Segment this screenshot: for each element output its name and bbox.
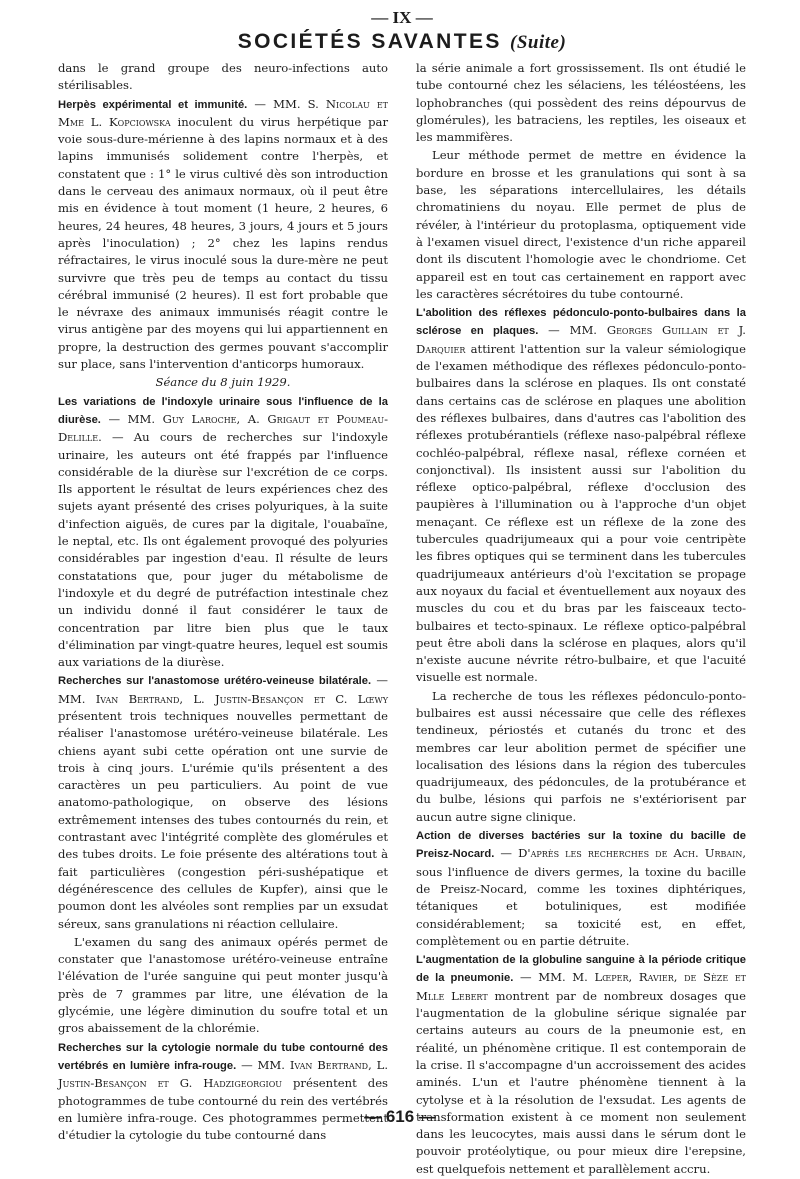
- article-body-continued: L'examen du sang des animaux opérés permet de constater que l'anastomose urétéro-veineuse entraîne l'élévation de l'urée sanguine qui peut monter jusqu'à près de 7 grammes par litre, une élévation de la glycémie, une légère diminution du soufre total et un gros abaissement de la chlorémie.: [58, 934, 388, 1036]
- article-body-continued: La recherche de tous les réflexes pédonculo-ponto-bulbaires est aussi nécessaire que celle des réflexes tendineux, périostés et cutanés du tronc et des membres car leur abolition permet de spécifier une localisation des lésions dans la région des tubercules quadrijumeaux, des pédoncules, de la protubérance et du bulbe, lésions qui parfois ne s'extériorisent par aucun autre signe clinique.: [416, 688, 746, 824]
- article-title: L'abolition des réflexes pédonculo-ponto-bulbaires dans la sclérose en plaques.: [416, 307, 746, 338]
- article-body: présentent trois techniques nouvelles permettant de réaliser l'anastomose urétéro-veineuse bilatérale. Les chiens ayant subi cette opération ont une survie de trois à cinq jours. L'urémie qu'ils présentent a des caractères un peu particuliers. Au point de vue anatomo-pathologique, on observe des lésions extrêmement intenses des tubes contournés du rein, et contrastant avec l'intégrité complète des glomérules et des tubes droits. Le foie présente des altérations tout à fait particulières (congestion péri-sushépatique et dégénérescence des cellules de Kupfer), ainsi que le poumon dont les alvéoles sont remplies par un exsudat séreux, sans granulations ni réaction cellulaire.: [58, 708, 388, 931]
- section-suite: (Suite): [510, 32, 567, 53]
- article-authors: — MM. Ivan Bertrand, L. Justin-Besançon et G. Hadzigeorgiou: [58, 1057, 388, 1091]
- article-title: L'augmentation de la globuline sanguine à la période critique de la pneumonie.: [416, 954, 746, 985]
- article-authors: — MM. Guy Laroche, A. Grigaut et Poumeau-Delille.: [58, 411, 388, 445]
- left-column: [58, 60, 388, 1179]
- article-title: Herpès expérimental et immunité.: [58, 98, 248, 111]
- section-title: SOCIÉTÉS SAVANTES: [237, 30, 502, 53]
- article-authors: — MM. M. Lœper, Ravier, de Sèze et Mlle Lebert: [416, 970, 747, 1003]
- article-title: Les variations de l'indoxyle urinaire sous l'influence de la diurèse.: [58, 395, 388, 426]
- article-body: inoculent du virus herpétique par voie sous-dure-mérienne à des lapins normaux et à des lapins immunisés solidement contre l'herpès, et constatent que : 1° le virus cultivé dès son introduction dans le cerveau des animaux normaux, où il peut être mis en évidence à tout moment (1 heure, 2 heures, 6 heures, 24 heures, 48 heures, 3 jours, 4 jours et 5 jours après l'inoculation) ; 2° chez les lapins rendus réfractaires, le virus inoculé sous la dure-mère ne peut survivre que très peu de temps au contact du tissu cérébral immunisé (2 heures). Il est fort probable que le névraxe des animaux immunisés réagit contre le virus antigène par des moyens qui lui appartiennent en propre, la destruction des germes pouvant s'accomplir sur place, sans l'intervention d'anticorps humoraux.: [58, 114, 389, 372]
- article-body: attirent l'attention sur la valeur sémiologique de l'examen méthodique des réflexes pédonculo-ponto-bulbaires dans la sclérose en plaques. Ils ont constaté dans certains cas de sclérose en plaques une abolition des réflexes bulbaires, dans d'autres cas l'abolition des réflexes protubérantiels (réflexe naso-palpébral réflexe cochléo-palpébral, réflexe nasal, réflexe cornéen et conjonctival). Ils insistent aussi sur l'abolition du réflexe optico-palpébral, réflexe d'occlusion des paupières à l'illumination ou à l'approche d'un objet menaçant. Ce réflexe est un réflexe de la zone des tubercules quadrijumeaux qui a pour voie centripète les fibres optiques qui se terminent dans les tubercules quadrijumeaux antérieurs d'où l'excitation se propage aux noyaux du facial et éventuellement aux noyaux des muscles du cou et du bras par les faisceaux tecto-bulbaires et tecto-spinaux. Le réflexe optico-palpébral peut être aboli dans la sclérose en plaques, alors qu'il n'existe aucune névrite rétro-bulbaire, et que l'acuité visuelle est normale.: [416, 341, 747, 685]
- article-title: Recherches sur la cytologie normale du tube contourné des vertébrés en lumière infra-rouge.: [58, 1041, 388, 1072]
- article-body: sous l'influence de divers germes, la toxine du bacille de Preisz-Nocard, comme les toxines diphtériques, tétaniques et botuliniques, est modifiée considérablement; sa toxicité est, en effet, complètement ou en partie détruite.: [416, 864, 746, 948]
- text-columns: [58, 60, 746, 1179]
- article-body: — Au cours de recherches sur l'indoxyle urinaire, les auteurs ont été frappés par l'influence considérable de la diurèse sur l'excrétion de ce corps. Ils apportent le résultat de leurs expériences chez des sujets ayant présenté des crises polyuriques, à la suite d'infection aiguës, de cures par la digitale, l'ouabaïne, le neptal, etc. Ils ont également provoqué des polyuries considérables par ingestion d'eau. Il résulte de leurs constatations que, pour juger du métabolisme de l'indoxyle et du degré de putréfaction intestinale chez un individu donné il faut considérer le taux de concentration par litre bien plus que le taux d'élimination par vingt-quatre heures, lequel est soumis aux variations de la diurèse.: [58, 430, 389, 670]
- continued-paragraph: dans le grand groupe des neuro-infections auto stérilisables.: [58, 61, 388, 93]
- section-header: [58, 28, 746, 57]
- article-body: montrent par de nombreux dosages que l'augmentation de la globuline sérique signalée par certains auteurs au cours de la pneumonie est, en réalité, un phénomène critique. Il est contemporain de la crise. Il s'accompagne d'un accroissement des acides aminés. L'un et l'autre phénomène tiennent à la cytolyse et à la résolution de l'exsudat. Les agents de transformation existent à ce moment non seulement dans les leucocytes, mais aussi dans le sérum dont le pouvoir protéolytique, ou pour mieux dire l'erepsine, est quelquefois nettement et parallèlement accru.: [416, 988, 747, 1176]
- continued-paragraph: la série animale a fort grossissement. Ils ont étudié le tube contourné chez les sélaciens, les téléostéens, les lophobranches (qui possèdent des reins dépourvus de glomérules), les batraciens, les reptiles, les oiseaux et les mammifères.: [416, 61, 746, 145]
- page-number: — 616 —: [364, 1107, 436, 1126]
- article-body: présentent des photogrammes de tube contourné du rein des vertébrés en lumière infra-rouge. Ces photogrammes permettent d'étudier la cytologie du tube contourné dans: [58, 1076, 389, 1143]
- roman-page-number: — IX —: [371, 8, 433, 27]
- right-column: [416, 60, 746, 1179]
- article-title: Action de diverses bactéries sur la toxine du bacille de Preisz-Nocard.: [416, 830, 746, 861]
- method-paragraph: Leur méthode permet de mettre en évidence la bordure en brosse et les granulations qui sont à sa base, les séparations intercellulaires, les détails chromatiniens du noyau. Elle permet de plus de révéler, à l'intérieur du protoplasma, optiquement vide à l'examen visuel direct, l'existence d'un riche appareil dont ils discutent l'homologie avec le chondriome. Cet appareil est en tout cas certainement en rapport avec les caractères sécrétoires du tube contourné.: [416, 148, 746, 301]
- seance-date: Séance du 8 juin 1929.: [155, 375, 291, 390]
- article-authors: — MM. Georges Guillain et J. Darquier: [416, 323, 746, 356]
- article-authors: — MM. S. Nicolau et Mme L. Kopciowska: [58, 96, 388, 129]
- article-authors: — MM. Ivan Bertrand, L. Justin-Besançon et C. Lœwy: [58, 673, 389, 706]
- article-title: Recherches sur l'anastomose urétéro-veineuse bilatérale.: [58, 675, 372, 688]
- article-authors: — D'après les recherches de Ach. Urbain,: [500, 846, 746, 861]
